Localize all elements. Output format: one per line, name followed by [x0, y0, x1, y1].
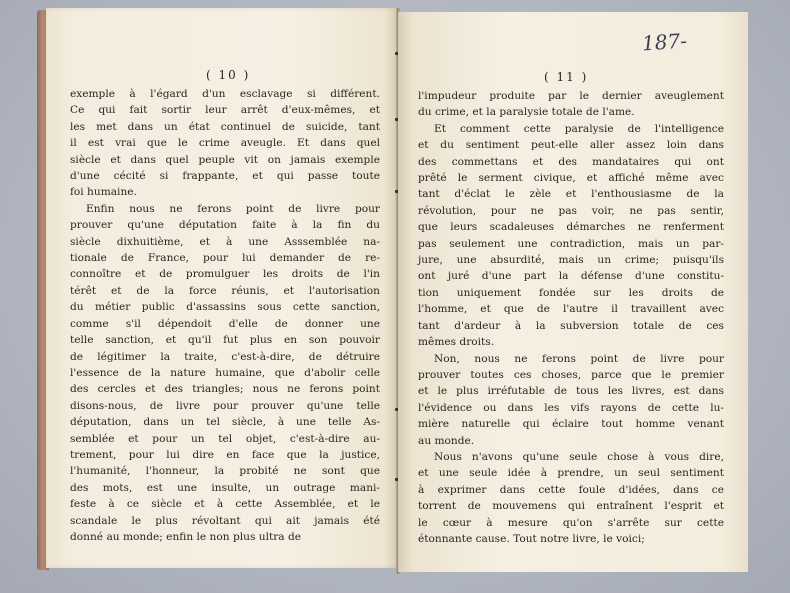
text-line: semblée et pour un tel objet, c'est-à-dire au- [70, 432, 380, 445]
text-line: telle sanction, et qu'il fut plus en son pouvoir [70, 334, 380, 347]
text-line: connoître et de promulguer les droits de l'in [70, 268, 380, 281]
text-line: des cercles et des triangles; nous ne ferons point [70, 383, 380, 396]
left-page [46, 8, 398, 568]
text-line: Ce qui fait sortir leur arrêt d'eux-mêmes, et [70, 104, 380, 117]
text-line: torrent de mouvemens qui entraînent l'esprit et [418, 500, 724, 513]
open-book [46, 8, 746, 574]
text-line: des commettans et des mandataires qui ont [418, 155, 724, 168]
text-line: et le plus irréfutable de tous les livres, est dans [418, 385, 724, 398]
text-line: à exprimer dans cette foule d'idées, dans ce [418, 483, 724, 496]
text-line: l'humanité, l'honneur, la probité ne sont que [70, 465, 380, 478]
text-line: Et comment cette paralysie de l'intelligence [434, 122, 724, 135]
text-line: révolution, pour ne pas voir, ne pas sentir, [418, 204, 724, 217]
text-line: tionale de France, pour lui demander de re- [70, 252, 380, 265]
text-line: et une seule idée à prendre, un seul sentiment [418, 467, 724, 480]
left-page-number: ( 10 ) [206, 68, 251, 82]
text-line: l'impudeur produite par le dernier aveuglement [418, 90, 724, 102]
right-page-text [418, 88, 724, 547]
text-line: ont juré d'une part la défense d'une constitu- [418, 270, 724, 283]
text-line: siècle et dans quel peuple vit on jamais exemple [70, 153, 380, 166]
text-line: donné au monde; enfin le non plus ultra de [70, 530, 302, 543]
text-line: l'évidence ou dans les vifs rayons de cette lu- [418, 401, 724, 414]
text-line: et du sentiment peut-elle aller assez loin dans [418, 139, 724, 152]
text-line: scandale le plus révoltant qui ait jamais été [70, 514, 380, 527]
text-line: l'essence de la nature humaine, que d'abolir celle [70, 366, 380, 379]
text-line: il est vrai que le crime aveugle. Et dans quel [70, 137, 380, 150]
text-line: foi humaine. [70, 186, 137, 199]
text-line: tant d'éclat le zèle et l'enthousiasme de la [418, 188, 724, 201]
text-line: térêt et de la force réunis, et l'autorisation [70, 284, 380, 297]
text-line: siècle dixhuitième, et à une Asssemblée na- [70, 235, 380, 248]
handwritten-annotation: 187- [641, 28, 688, 56]
text-line: mière naturelle qui éclaire tout homme venant [418, 418, 724, 431]
text-line: tant d'ardeur à la subversion totale de ces [418, 319, 724, 332]
text-line: prouver toutes ces choses, parce que le premier [418, 368, 724, 381]
text-line: des mots, est une insulte, un outrage mani- [70, 481, 380, 494]
text-line: mêmes droits. [418, 336, 495, 349]
text-line: le cœur à mesure qu'on s'arrête sur cette [418, 516, 724, 529]
text-line: d'une cécité si frappante, et qui passe toute [70, 170, 380, 183]
text-line: exemple à l'égard d'un esclavage si différent. [70, 88, 380, 100]
text-line: députation, dans un tel siècle, à une telle As- [70, 416, 380, 429]
text-line: tion uniquement fondée sur les droits de [418, 286, 724, 299]
text-line: au monde. [418, 434, 475, 447]
text-line: étonnante cause. Tout notre livre, le voici; [418, 532, 645, 545]
text-line: Enfin nous ne ferons point de livre pour [86, 202, 380, 215]
text-line: du métier public d'assassins sous cette sanction, [70, 301, 380, 314]
text-line: de légitimer la traite, c'est-à-dire, de détruire [70, 350, 380, 363]
right-page [398, 12, 748, 572]
text-line: prouver qu'une députation faite à la fin du [70, 219, 380, 232]
text-line: comme s'il dépendoit d'elle de donner une [70, 317, 380, 330]
right-page-number: ( 11 ) [544, 70, 589, 84]
text-line: prêté le serment civique, et affiché même avec [418, 172, 724, 185]
text-line: disons-nous, de livre pour prouver qu'une telle [70, 399, 380, 412]
text-line: feste à ce siècle et à cette Assemblée, et le [70, 498, 380, 511]
text-line: les met dans un état continuel de suicide, tant [70, 120, 380, 133]
text-line: que leurs scadaleuses démarches ne renferment [418, 221, 724, 234]
text-line: Non, nous ne ferons point de livre pour [434, 352, 724, 365]
text-line: jure, une absurdité, mais un crime; puisqu'ils [418, 254, 724, 267]
text-line: trement, pour lui dire en face que la justice, [70, 448, 380, 461]
text-line: Nous n'avons qu'une seule chose à vous dire, [434, 450, 724, 463]
text-line: du crime, et la paralysie totale de l'ame. [418, 106, 635, 119]
text-line: pas seulement une contradiction, mais un par- [418, 237, 724, 250]
left-page-text [70, 86, 380, 545]
text-line: l'homme, et que de l'autre il travaillent avec [418, 303, 724, 316]
